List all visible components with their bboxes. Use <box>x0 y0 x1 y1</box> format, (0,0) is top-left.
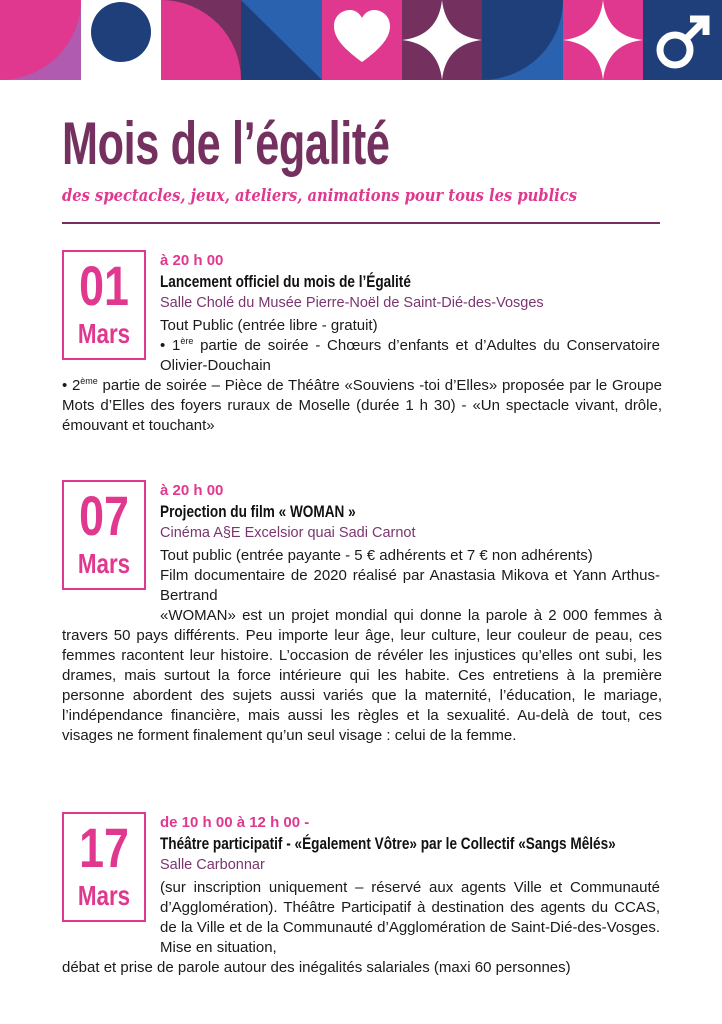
event-venue: Cinéma A§E Excelsior quai Sadi Carnot <box>160 525 416 541</box>
title-divider <box>62 222 660 224</box>
event-part-1: • 1ère partie de soirée - Chœurs d’enfants et d’Adultes du Conservatoire Olivier-Douchain <box>160 336 660 374</box>
event-day: 17 <box>79 816 129 879</box>
event-title: Théâtre participatif - «Également Vôtre» par le Collectif «Sangs Mêlés» <box>160 834 616 853</box>
event-time: à 20 h 00 <box>160 482 224 499</box>
event-registration-info: (sur inscription uniquement – réservé aux agents Ville et Communauté d’Agglomération). Théâtre Participatif à destination des agents du CCAS, de la Ville et de la Communauté d’Agglomération de Saint-Dié-des-Vosges. Mise en situation, <box>160 879 660 956</box>
decorative-banner <box>0 0 722 80</box>
event-month: Mars <box>77 880 131 911</box>
event-part-2: • 2ème partie de soirée – Pièce de Théâtre «Souviens -toi d’Elles» proposée par le Groupe Mots d’Elles des foyers ruraux de Moselle (durée 1 h 30) - «Un spectacle vivant, drôle, émouvant et touchant» <box>62 376 662 434</box>
event-description-continued <box>62 606 662 746</box>
event-title: Lancement officiel du mois de l’Égalité <box>160 272 411 291</box>
event-day: 07 <box>79 484 129 547</box>
event-month: Mars <box>77 548 131 579</box>
event-time: de 10 h 00 à 12 h 00 - <box>160 814 310 831</box>
event-venue: Salle Cholé du Musée Pierre-Noël de Saint-Dié-des-Vosges <box>160 295 544 311</box>
event-day: 01 <box>79 254 129 317</box>
event-audience: Tout public (entrée payante - 5 € adhérents et 7 € non adhérents) <box>160 547 593 564</box>
event-description <box>160 316 660 376</box>
event-time: à 20 h 00 <box>160 252 224 269</box>
event-description <box>160 878 660 958</box>
event-description-tail: débat et prise de parole autour des inégalités salariales (maxi 60 personnes) <box>62 959 571 976</box>
event-date-box <box>62 812 146 922</box>
event-audience: Tout Public (entrée libre - gratuit) <box>160 317 378 334</box>
event-venue: Salle Carbonnar <box>160 857 265 873</box>
event-description <box>160 546 660 606</box>
event-date-box <box>62 480 146 590</box>
event-date-box <box>62 250 146 360</box>
page-subtitle: des spectacles, jeux, ateliers, animations pour tous les publics <box>62 186 577 206</box>
event-film-summary: «WOMAN» est un projet mondial qui donne la parole à 2 000 femmes à travers 50 pays différents. Peu importe leur âge, leur culture, leur couleur de peau, ces femmes racontent leur histoire. L’occasion de révéler les injustices qu’elles ont subi, les drames, mais surtout la force intérieure qui les habite. Ces entretiens à la première personne abordent des sujets aussi variés que la maternité, l’éducation, le mariage, l’indépendance financière, mais aussi les règles et la sexualité. Au-delà de tout, ces visages ne forment finalement qu’un seul visage : celui de la femme. <box>62 607 662 744</box>
page-title: Mois de l’égalité <box>62 110 390 177</box>
event-title: Projection du film « WOMAN » <box>160 502 356 521</box>
event-month: Mars <box>77 318 131 349</box>
event-description-continued <box>62 376 662 436</box>
event-description-continued <box>62 958 662 978</box>
event-film-info: Film documentaire de 2020 réalisé par Anastasia Mikova et Yann Arthus-Bertrand <box>160 567 660 604</box>
